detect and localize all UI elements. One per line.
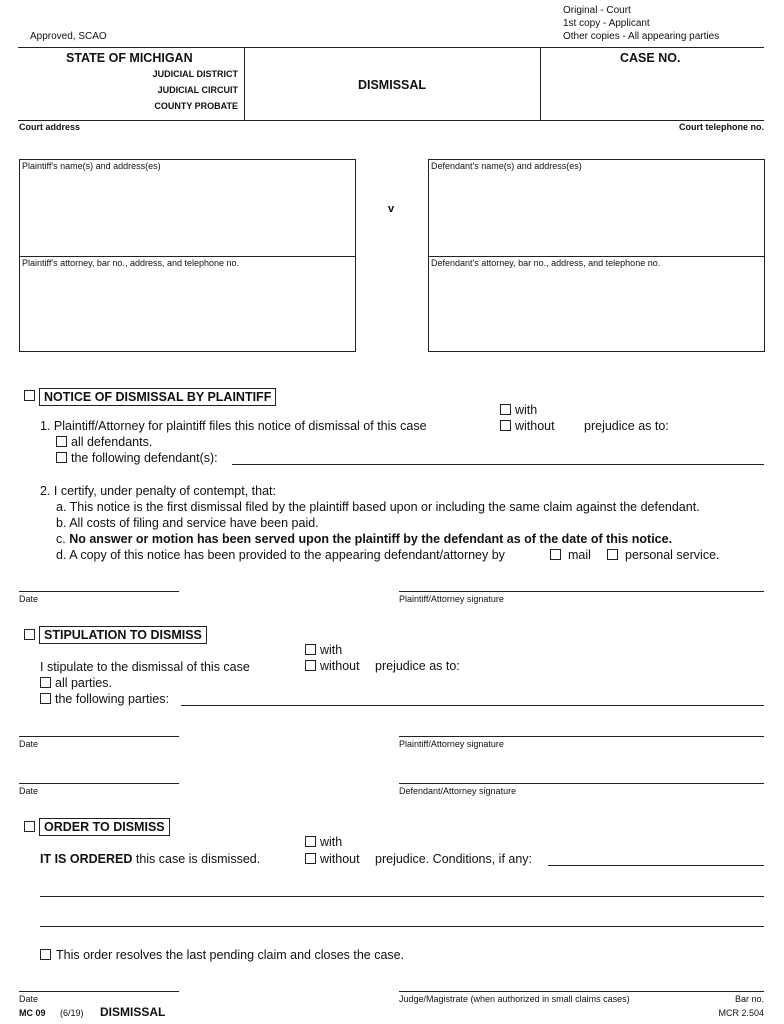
order-without-label: without bbox=[320, 852, 360, 866]
notice-signature-label: Plaintiff/Attorney signature bbox=[399, 594, 504, 604]
order-date-field[interactable] bbox=[19, 991, 179, 992]
notice-date-label: Date bbox=[19, 594, 39, 604]
judge-signature-field[interactable] bbox=[399, 991, 764, 992]
stipulation-date1-field[interactable] bbox=[19, 736, 179, 737]
mail-label: mail bbox=[568, 548, 591, 562]
order-text-rest: this case is dismissed. bbox=[132, 852, 261, 866]
notice-without-checkbox[interactable] bbox=[500, 420, 511, 431]
order-heading: ORDER TO DISMISS bbox=[39, 818, 170, 836]
copy-distribution-1: Original - Court bbox=[563, 5, 631, 16]
all-defendants-checkbox[interactable] bbox=[56, 436, 67, 447]
stipulation-sig1-field[interactable] bbox=[399, 736, 764, 737]
header-top-rule bbox=[18, 47, 764, 48]
defendant-attorney-label: Defendant's attorney, bar no., address, and telephone no. bbox=[431, 258, 661, 268]
order-checkbox[interactable] bbox=[24, 821, 35, 832]
stipulation-sig2-field[interactable] bbox=[399, 783, 764, 784]
notice-item-2: 2. I certify, under penalty of contempt, that: bbox=[40, 484, 277, 498]
stipulation-checkbox[interactable] bbox=[24, 629, 35, 640]
court-judicial-district: JUDICIAL DISTRICT bbox=[152, 69, 238, 79]
stipulation-heading: STIPULATION TO DISMISS bbox=[39, 626, 207, 644]
personal-service-label: personal service. bbox=[625, 548, 720, 562]
notice-item-2b: b. All costs of filing and service have been paid. bbox=[56, 516, 319, 530]
conditions-field-1[interactable] bbox=[548, 865, 764, 866]
versus-label: v bbox=[388, 203, 395, 215]
stipulation-date2-field[interactable] bbox=[19, 783, 179, 784]
following-parties-checkbox[interactable] bbox=[40, 693, 51, 704]
plaintiff-name-label: Plaintiff's name(s) and address(es) bbox=[22, 161, 161, 171]
order-with-checkbox[interactable] bbox=[305, 836, 316, 847]
notice-item-2c-text: No answer or motion has been served upon the plaintiff by the defendant as of the date of this notice. bbox=[69, 532, 673, 546]
state-name: STATE OF MICHIGAN bbox=[66, 51, 193, 65]
following-defendants-field[interactable] bbox=[232, 464, 764, 465]
plaintiff-box[interactable] bbox=[19, 159, 356, 352]
stipulation-with-label: with bbox=[320, 643, 343, 657]
stipulation-sig1-label: Plaintiff/Attorney signature bbox=[399, 739, 504, 749]
header-bottom-rule bbox=[18, 120, 764, 121]
stipulation-sig2-label: Defendant/Attorney signature bbox=[399, 786, 517, 796]
notice-item-2a: a. This notice is the first dismissal filed by the plaintiff based upon or including the same claim against the defendant. bbox=[56, 500, 700, 514]
all-parties-checkbox[interactable] bbox=[40, 677, 51, 688]
stipulation-date2-label: Date bbox=[19, 786, 39, 796]
resolves-checkbox[interactable] bbox=[40, 949, 51, 960]
notice-item-2d: d. A copy of this notice has been provided to the appearing defendant/attorney by bbox=[56, 548, 505, 562]
order-text-bold: IT IS ORDERED bbox=[40, 852, 133, 866]
personal-service-checkbox[interactable] bbox=[607, 549, 618, 560]
header-divider-right bbox=[540, 47, 541, 120]
notice-checkbox[interactable] bbox=[24, 390, 35, 401]
court-address-label: Court address bbox=[19, 122, 81, 132]
plaintiff-box-divider bbox=[20, 256, 355, 257]
order-text bbox=[40, 852, 260, 866]
order-without-checkbox[interactable] bbox=[305, 853, 316, 864]
footer-title: DISMISSAL bbox=[100, 1005, 166, 1019]
notice-item-1: 1. Plaintiff/Attorney for plaintiff files this notice of dismissal of this case bbox=[40, 419, 427, 433]
stipulation-date1-label: Date bbox=[19, 739, 39, 749]
stipulation-prejudice-label: prejudice as to: bbox=[375, 659, 460, 673]
form-number: MC 09 bbox=[19, 1008, 46, 1018]
defendant-box-divider bbox=[429, 256, 764, 257]
plaintiff-attorney-label: Plaintiff's attorney, bar no., address, and telephone no. bbox=[22, 258, 240, 268]
form-title: DISMISSAL bbox=[357, 78, 427, 92]
stipulation-without-label: without bbox=[320, 659, 360, 673]
all-parties-label: all parties. bbox=[55, 676, 112, 690]
notice-date-field[interactable] bbox=[19, 591, 179, 592]
notice-item-2c-prefix: c. bbox=[56, 532, 66, 546]
notice-prejudice-label: prejudice as to: bbox=[584, 419, 669, 433]
court-judicial-circuit: JUDICIAL CIRCUIT bbox=[157, 85, 238, 95]
copy-distribution-3: Other copies - All appearing parties bbox=[563, 31, 720, 42]
conditions-field-3[interactable] bbox=[40, 926, 764, 927]
order-prejudice-label: prejudice. Conditions, if any: bbox=[375, 852, 533, 866]
notice-item-2c bbox=[56, 532, 672, 546]
court-county-probate: COUNTY PROBATE bbox=[154, 101, 238, 111]
following-defendants-checkbox[interactable] bbox=[56, 452, 67, 463]
stipulation-text: I stipulate to the dismissal of this case bbox=[40, 660, 250, 674]
bar-no-label: Bar no. bbox=[734, 994, 764, 1004]
following-parties-field[interactable] bbox=[181, 705, 764, 706]
resolves-label: This order resolves the last pending claim and closes the case. bbox=[56, 948, 405, 962]
defendant-box[interactable] bbox=[428, 159, 765, 352]
approved-label: Approved, SCAO bbox=[30, 31, 107, 42]
following-defendants-label: the following defendant(s): bbox=[71, 451, 218, 465]
conditions-field-2[interactable] bbox=[40, 896, 764, 897]
all-defendants-label: all defendants. bbox=[71, 435, 153, 449]
following-parties-label: the following parties: bbox=[55, 692, 169, 706]
court-telephone-label: Court telephone no. bbox=[679, 122, 764, 132]
notice-heading: NOTICE OF DISMISSAL BY PLAINTIFF bbox=[39, 388, 276, 406]
stipulation-with-checkbox[interactable] bbox=[305, 644, 316, 655]
case-number-label: CASE NO. bbox=[620, 51, 681, 65]
form-revision: (6/19) bbox=[60, 1008, 84, 1018]
notice-with-checkbox[interactable] bbox=[500, 404, 511, 415]
order-date-label: Date bbox=[19, 994, 39, 1004]
judge-signature-label: Judge/Magistrate (when authorized in small claims cases) bbox=[399, 994, 630, 1004]
court-rule: MCR 2.504 bbox=[718, 1008, 764, 1018]
order-with-label: with bbox=[320, 835, 343, 849]
mail-checkbox[interactable] bbox=[550, 549, 561, 560]
copy-distribution-2: 1st copy - Applicant bbox=[563, 18, 650, 29]
defendant-name-label: Defendant's name(s) and address(es) bbox=[431, 161, 582, 171]
notice-without-label: without bbox=[515, 419, 555, 433]
stipulation-without-checkbox[interactable] bbox=[305, 660, 316, 671]
notice-signature-field[interactable] bbox=[399, 591, 764, 592]
notice-with-label: with bbox=[515, 403, 538, 417]
